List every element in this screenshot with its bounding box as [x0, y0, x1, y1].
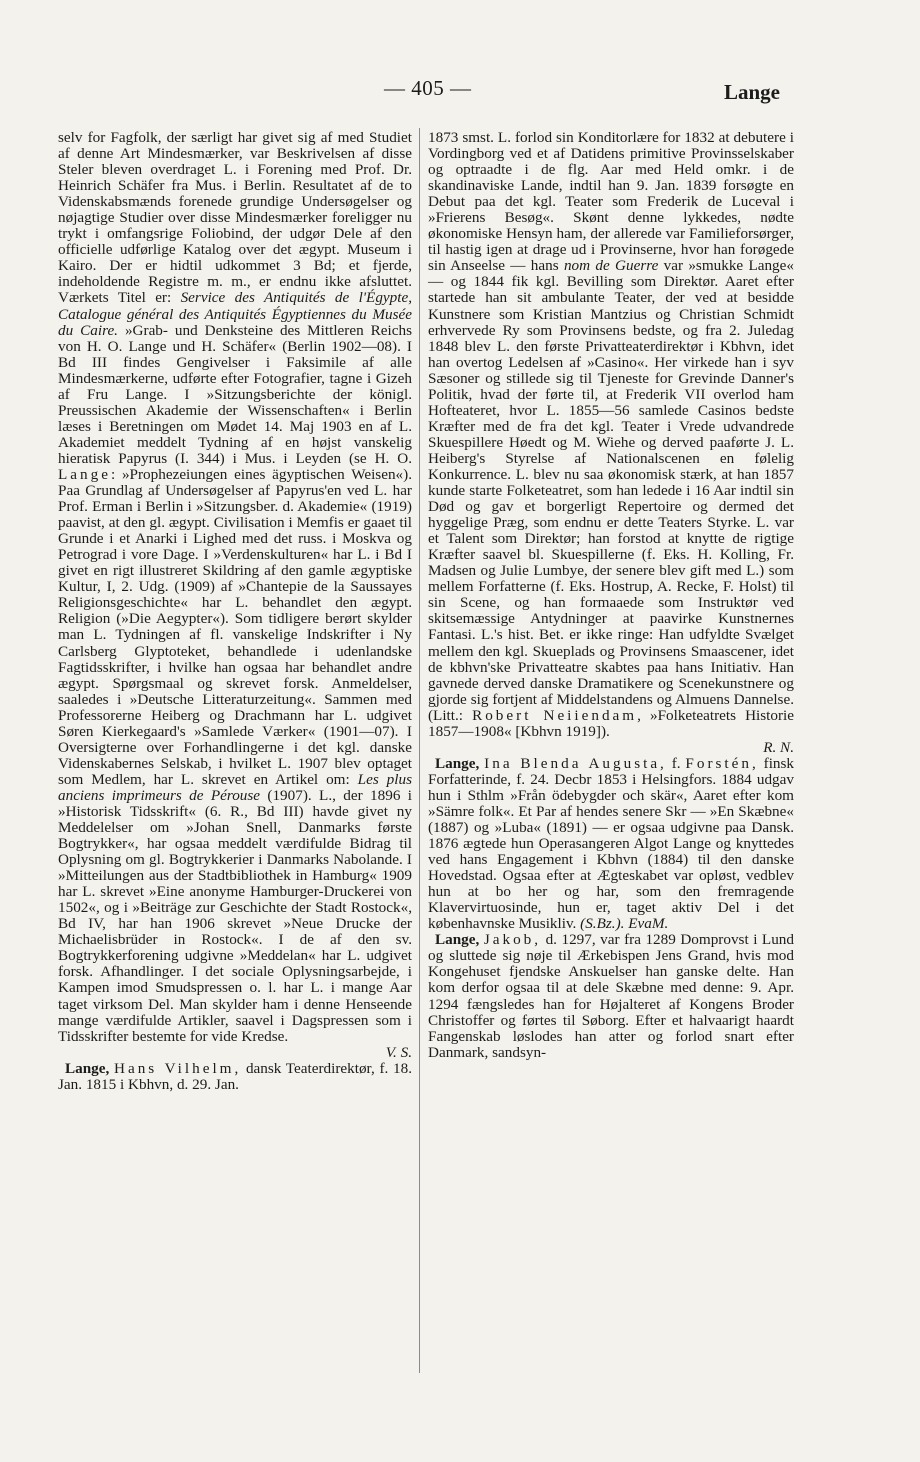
spaced-name: Lange	[58, 465, 111, 483]
entry-continuation	[428, 130, 794, 756]
text: »Grab- und Denksteine des Mittleren Reichs von H. O. Lange und H. Schäfer« (Berlin 1902—08). I Bd III findes Gengivelser i Faksimile af alle Mindesmærkerne, udførte efter Fotografier, tagne i Gizeh af Fru Lange. I »Sitzungsberichte der königl. Preussischen Akademie der Wissenschaften« i Berlin læses i Beretningen om Mødet 14. Maj 1903 en af L. Akademiet meddelt Tydning af en højst vanskelig hieratisk Papyrus (I. 344) i Mus. i Leyden (se H. O.	[58, 321, 412, 467]
italic-title: Les plus anciens imprimeurs de Pérouse	[58, 770, 412, 804]
entry-name: Hans Vilhelm,	[114, 1059, 242, 1077]
entry-ina-blenda-augusta	[428, 756, 794, 933]
text: d. 1297, var fra 1289 Domprovst i Lund og sluttede sig nøje til Ærkebispen Jens Grand, hvis mod Kongehuset fjendske Anskuelser han ganske delte. Han kom derfor ogsaa til at dele Skæbne med denne: 9. Apr. 1294 fængsledes han for Højalteret af Kongens Broder Christoffer og førtes til Søborg. Efter et halvaarigt haardt Fangenskab løslodes han atter og forlod snart efter Danmark, sandsyn-	[428, 931, 794, 1061]
headword: Lange,	[435, 754, 480, 772]
author-signature: R. N.	[763, 738, 794, 756]
entry-name: Ina Blenda Augusta,	[484, 754, 667, 772]
page-number: — 405 —	[384, 76, 472, 100]
author-signature: (S.Bz.). EvaM.	[580, 915, 669, 933]
text: dansk Teaterdirektør, f. 18. Jan. 1815 i Kbhvn, d. 29. Jan.	[58, 1059, 412, 1093]
right-column	[428, 130, 794, 1061]
spaced-name: Robert Neiiendam	[472, 706, 638, 724]
italic-phrase: nom de Guerre	[563, 257, 659, 275]
entry-jakob	[428, 932, 794, 1060]
text: selv for Fagfolk, der særligt har givet sig af med Studiet af denne Art Mindesmærker, var Beskrivelsen af disse Steler bleven overdraget L. i Forening med Prof. Dr. Heinrich Schäfer fra Mus. i Berlin. Resultatet af de to Videnskabsmænds forenede grundige Undersøgelser og nøjagtige Studier over disse Mindesmærker foreligger nu trykt i omfangsrige Foliobind, der udgør Dele af den officielle udførlige Katalog over det ægypt. Museum i Kairo. Der er hidtil udkommet 3 Bd; et fjerde, indeholdende Registre m. m., er endnu ikke afsluttet. Værkets Titel er:	[58, 129, 412, 307]
entry-name: Jakob,	[483, 931, 542, 949]
running-head: Lange	[723, 80, 780, 104]
text: 1873 smst. L. forlod sin Konditorlære for 1832 at debutere i Vordingborg ved et af Datidens primitive Provinsselskaber og optraadte i de flg. Aar med Held omkr. i de skandinaviske Lande, indtil han 9. Jan. 1839 forsøgte en Debut paa det kgl. Teater som Frederik de Luceval i »Frierens Besøg«. Skønt denne lykkedes, nødte økonomiske Hensyn ham, der allerede var Familieforsørger, til hastig igen at drage ud i Provinserne, hvor han forøgede sin Anseelse — hans	[428, 129, 794, 275]
headword: Lange,	[435, 931, 480, 949]
text: , »Folketeatrets Historie 1857—1908« [Kbhvn 1919]).	[428, 706, 794, 740]
maiden-name: Forstén,	[685, 754, 759, 772]
text: : »Prophezeiungen eines ägyptischen Weisen«). Paa Grundlag af Undersøgelser af Papyrus'en ved L. har Prof. Erman i Berlin i »Sitzungsber. d. Akademie« (1919) paavist, at den gl. ægypt. Civilisation i Memfis er gaaet til Grunde i et Anarki i Lighed med det russ. i Moskva og Petrograd i vore Dage. I »Verdenskulturen« har L. i Bd I givet en rigt illustreret Skildring af den gamle ægyptiske Kultur, I, 2. Udg. (1909) af »Chantepie de la Saussayes Religionsgeschichte« har L. behandlet den ægypt. Religion (»Die Aegypter«). Som tidligere berørt skylder man L. Tydningen af fl. vanskelige Indskrifter i Ny Carlsberg Glyptoteket, behandlede i udenlandske Fagtidsskrifter, i hvilke han ogsaa har behandlet andre ægypt. Spørgsmaal og skrevet forsk. Anmeldelser, saaledes i »Deutsche Litteraturzeitung«. Sammen med Professorerne Heiberg og Drachmann har L. udgivet Søren Kierkegaard's »Samlede Værker« (1901—07). I Oversigterne over Forhandlingerne i det kgl. danske Videnskabernes Selskab, i hvilket L. 1907 blev optaget som Medlem, har L. skrevet en Artikel om:	[58, 465, 412, 788]
entry-continuation	[58, 130, 412, 1061]
author-signature: V. S.	[385, 1043, 412, 1061]
text: finsk Forfatterinde, f. 24. Decbr 1853 i Helsingfors. 1884 udgav hun i Sthlm »Från ödebygder och skär«, Aaret efter kom »Sämre folk«. Et Par af hendes senere Skr — »En Skæbne« (1887) og »Luba« (1891) — er ogsaa udgivne paa Dansk. 1876 ægtede hun Operasangeren Algot Lange og knyttedes ved hans Engagement i Kbhvn (1884) til den danske Hovedstad. Ogsaa efter at Ægteskabet var opløst, vedblev hun at bo her og har, som den fremragende Klavervirtuosinde, hun er, taget aktiv Del i det københavnske Musikliv.	[428, 754, 795, 933]
page-header	[0, 72, 920, 112]
text: f.	[666, 754, 686, 772]
text: var »smukke Lange« — og 1844 fik kgl. Bevilling som Direktør. Aaret efter startede han sit ambulante Teater, der ved at besidde Kunstnere som Kristian Mantzius og Christian Schmidt erhvervede Ry som Provinsens bedste, og fra 2. Juledag 1848 blev L. den første Privatteaterdirektør i Kbhvn, idet han overtog Ledelsen af »Casino«. Her virkede han i syv Sæsoner og stillede sig til Tjeneste for Grevinde Danner's Politik, hvad der førte til, at Frederik VII overlod ham Hofteateret, hvor L. 1855—56 samlede Casinos bedste Kræfter med de fra det kgl. Teater i Vrede udvandrede Skuespillere Høedt og M. Wiehe og derved paaførte J. L. Heiberg's Styrelse af Nationalscenen en følelig Konkurrence. L. blev nu saa økonomisk stærk, at han 1857 kunde starte Folketeatret, som han ledede i 16 Aar indtil sin Død og gav et borgerligt Repertoire og dermed det hyggelige Præg, som endnu er dette Teaters Styrke. L. var et Talent som Direktør; han forstod at knytte de rigtige Kræfter saavel bl. Skuespillerne (f. Eks. H. Kolling, Fr. Madsen og Julie Lumbye, der senere blev gift med L.) som mellem Forfatterne (f. Eks. Hostrup, A. Recke, F. Holst) til sin Scene, og han formaaede som Instruktør ved skitsemæssige Antydninger at paavirke Kunstnernes Fantasi. L.'s hist. Bet. er ikke ringe: Han udfyldte Svælget mellem den kgl. Skueplads og Provinsens Smaascener, idet de kbhvn'ske Privatteatre skabtes paa hans Initiativ. Han gavnede derved danske Dramatikere og Scenekunstnere og gjorde sig fortjent af Middelstandens og Almuens Dannelse. (Litt.:	[428, 257, 794, 724]
left-column	[58, 130, 412, 1093]
italic-title: Service des Antiquités de l'Égypte, Catalogue général des Antiquités Égyptiennes du Musée du Caire.	[58, 289, 413, 339]
column-divider	[419, 128, 420, 1373]
text: (1907). L., der 1896 i »Historisk Tidsskrift« (6. R., Bd III) havde givet ny Meddelelser om »Johan Snell, Danmarks første Bogtrykker«, har ogsaa meddelt værdifulde Bidrag til Oplysning om gl. Bogtrykkerier i Danmarks Nabolande. I »Mitteilungen aus der Stadtbibliothek in Hamburg« 1909 har L. skrevet »Eine anonyme Hamburger-Druckerei von 1502«, og i »Beiträge zur Geschichte der Stadt Rostock«, Bd IV, har han 1906 skrevet »Neue Drucke der Michaelisbrüder in Rostock«. I de af den sv. Bogtrykkerforening udgivne »Meddelan« har L. udgivet forsk. Afhandlinger. I det sociale Oplysningsarbejde, i Kampen imod Smudspressen o. l. har L. i mange Aar taget virksom Del. Man skylder ham i denne Henseende mange værdifulde Artikler, saavel i Dagspressen som i Tidsskrifter bestemte for vide Kredse.	[58, 786, 412, 1045]
headword: Lange,	[65, 1059, 110, 1077]
entry-hans-vilhelm	[58, 1061, 412, 1093]
